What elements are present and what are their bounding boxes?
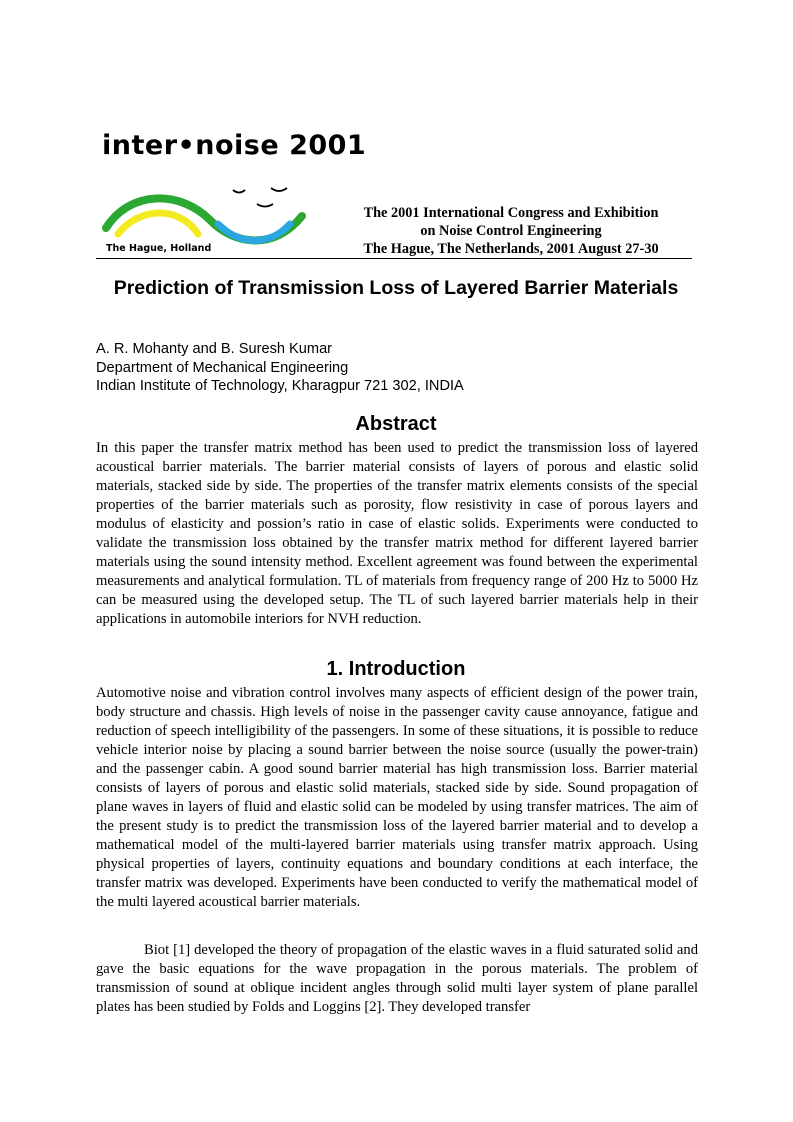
conference-logo-city: The Hague, Holland — [106, 243, 212, 254]
author-block — [96, 340, 464, 396]
author-department: Department of Mechanical Engineering — [96, 359, 349, 376]
conference-subtitle-line: on Noise Control Engineering — [420, 223, 602, 239]
conference-name-line: The 2001 International Congress and Exhibition — [363, 205, 659, 221]
introduction-heading: 1. Introduction — [326, 658, 466, 680]
conference-logo-wordmark: inter•noise 2001 — [102, 130, 367, 161]
introduction-paragraph-2: Biot [1] developed the theory of propagation of the elastic waves in a fluid saturated solid and gave the basic equations for the wave propagation in the porous materials. The problem of transmission of sound at oblique incident angles through solid multi layer system of plane parallel plates has been studied by Folds and Loggins [2]. They developed transfer — [96, 942, 698, 1015]
abstract-text: In this paper the transfer matrix method has been used to predict the transmission loss of layered acoustical barrier materials. The barrier material consists of layers of porous and elastic solid materials, stacked side by side. The properties of the transfer matrix elements consists of the special properties of the barrier materials such as porosity, flow resistivity in case of porous layers and modulus of elasticity and possion’s ratio in case of elastic solids. Experiments were conducted to validate the transmission loss obtained by the transfer matrix method for different layered barrier materials using the sound intensity method. Excellent agreement was found between the experimental measurements and analytical formulation. TL of materials from frequency range of 200 Hz to 5000 Hz can be measured using the developed setup. The TL of such layered barrier materials help in their applications in automobile interiors for NVH reduction. — [96, 440, 698, 627]
header-divider — [96, 258, 692, 259]
author-institution: Indian Institute of Technology, Kharagpur 721 302, INDIA — [96, 378, 464, 394]
conference-location-line: The Hague, The Netherlands, 2001 August 27-30 — [363, 241, 659, 257]
author-names: A. R. Mohanty and B. Suresh Kumar — [96, 341, 333, 357]
introduction-paragraph-1: Automotive noise and vibration control involves many aspects of efficient design of the power train, body structure and chassis. High levels of noise in the passenger cavity cause annoyance, fatigue and reduction of speech intelligibility of the passengers. In some of these situations, it is possible to reduce vehicle interior noise by placing a sound barrier between the noise source (usually the power-train) and the passenger cabin. A good sound barrier material has high transmission loss. Barrier material consists of layers of porous and elastic solid materials, stacked side by side. Sound propagation of plane waves in layers of fluid and elastic solid can be modeled by using transfer matrices. The aim of the present study is to predict the transmission loss of the layered barrier material and to develop a mathematical model of the multi-layered barrier materials using transfer matrix approach. Using physical properties of layers, continuity equations and boundary conditions at each interface, the transfer matrix was developed. Experiments have been conducted to verify the mathematical model of the multi layered acoustical barrier materials. — [96, 685, 698, 910]
abstract-heading: Abstract — [355, 413, 437, 435]
conference-info — [340, 204, 682, 258]
conference-logo-waves — [100, 180, 320, 250]
paper-title: Prediction of Transmission Loss of Layered Barrier Materials — [113, 277, 679, 299]
